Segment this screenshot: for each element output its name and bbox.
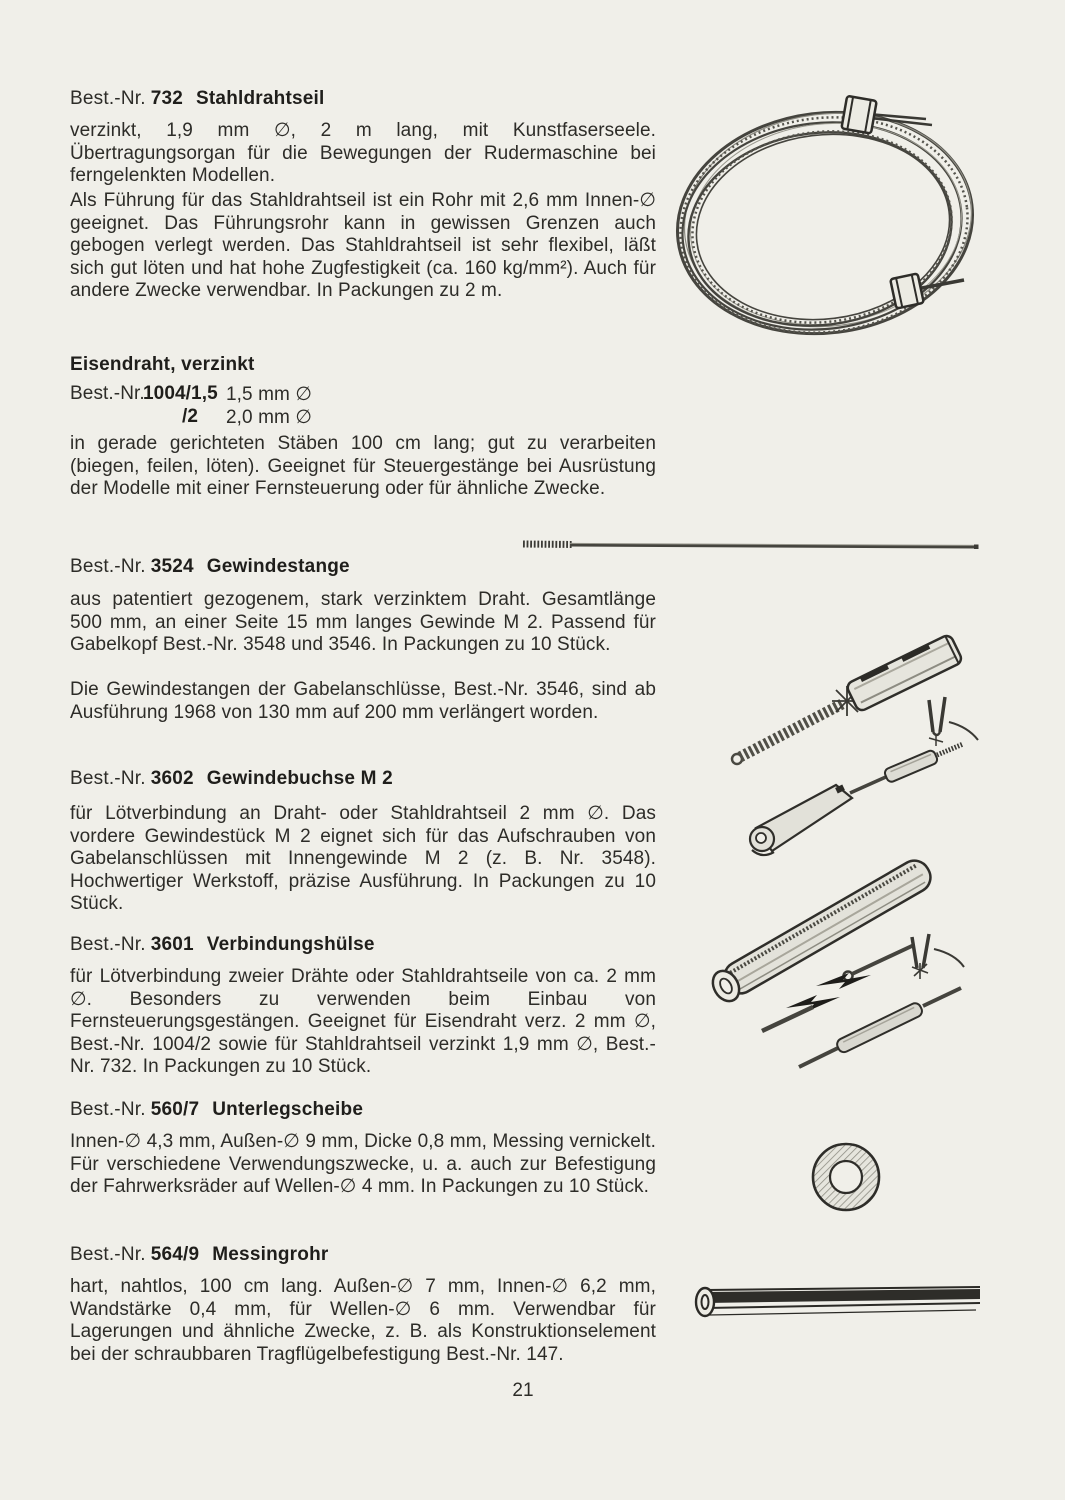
section-heading-stahldrahtseil xyxy=(70,88,324,110)
section-heading-messingrohr xyxy=(70,1244,328,1266)
section-heading-gewindebuchse xyxy=(70,768,393,790)
wire-size: 1,5 mm ∅ xyxy=(226,384,312,405)
product-title: Gewindestange xyxy=(206,556,350,577)
order-number-prefix: Best.-Nr. xyxy=(70,1244,146,1265)
wire-size: 2,0 mm ∅ xyxy=(226,407,312,428)
page-number: 21 xyxy=(512,1380,534,1401)
order-number: 1004/1,5 xyxy=(143,383,218,404)
paragraph: Innen-∅ 4,3 mm, Außen-∅ 9 mm, Dicke 0,8 mm, Messing vernickelt. Für verschiedene Verwendungszwecke, u. a. auch zur Befestigung der Fahrwerksräder auf Wellen-∅ 4 mm. In Packungen zu 10 Stück. xyxy=(70,1131,656,1197)
wire-clamp-top xyxy=(841,96,876,134)
wire-clamp-bottom xyxy=(890,273,924,308)
fork-end xyxy=(929,697,978,746)
order-number: 732 xyxy=(150,88,184,109)
paragraph: verzinkt, 1,9 mm ∅, 2 m lang, mit Kunstfaserseele. Übertragungsorgan für die Bewegungen der Rudermaschine bei ferngelenkten Modellen. xyxy=(70,120,656,186)
order-number-prefix: Best.-Nr. xyxy=(70,934,146,955)
order-number: 3524 xyxy=(150,556,194,577)
order-number-prefix: Best.-Nr. xyxy=(70,556,146,577)
wire-upper xyxy=(852,945,914,974)
section-heading-verbindungshuelse xyxy=(70,934,375,956)
cut-open-sleeve xyxy=(719,855,936,999)
order-number-prefix: Best.-Nr. xyxy=(70,383,145,404)
product-title: Eisendraht, verzinkt xyxy=(70,354,255,375)
product-title: Gewindebuchse M 2 xyxy=(206,768,393,789)
threaded-rod-illustration xyxy=(515,535,985,555)
product-title: Stahldrahtseil xyxy=(196,88,325,109)
order-number: 3601 xyxy=(150,934,194,955)
washer-illustration xyxy=(808,1139,884,1215)
product-title: Unterlegscheibe xyxy=(212,1099,364,1120)
paragraph: in gerade gerichteten Stäben 100 cm lang; gut zu verarbeiten (biegen, feilen, löten). Geeignet für Steuergestänge bei Ausrüstung der Modelle mit einer Fernsteuerung oder für ähnliche Zwecke. xyxy=(70,433,656,499)
product-title: Verbindungshülse xyxy=(206,934,375,955)
threaded-bushing-parts-illustration xyxy=(700,628,1020,878)
paragraph: für Lötverbindung zweier Drähte oder Stahldrahtseile von ca. 2 mm ∅. Besonders zu verwenden beim Einbau von Fernsteuerungsgestängen. Geeignet für Eisendraht verz. 2 mm ∅, Best.-Nr. 1004/2 sowie für Stahldrahtseil verzinkt 1,9 mm ∅, Best.-Nr. 732. In Packungen zu 10 Stück. xyxy=(70,966,656,1077)
paragraph: Die Gewindestangen der Gabelanschlüsse, Best.-Nr. 3546, sind ab Ausführung 1968 von 130 mm auf 200 mm verlängert worden. xyxy=(70,679,656,723)
wire-rope-coil-illustration xyxy=(660,85,1000,351)
order-number: 564/9 xyxy=(150,1244,200,1265)
order-number: /2 xyxy=(182,406,199,427)
section-heading-gewindestange xyxy=(70,556,350,578)
brass-tube-illustration xyxy=(690,1280,990,1325)
connector-sleeve-illustration xyxy=(700,855,1000,1090)
paragraph: hart, nahtlos, 100 cm lang. Außen-∅ 7 mm, Innen-∅ 6,2 mm, Wandstärke 0,4 mm, für Wellen-∅ 6 mm. Verwendbar für Lagerungen und ähnliche Zwecke, z. B. als Konstruktionselement bei der schraubbaren Tragflügelbefestigung Best.-Nr. 147. xyxy=(70,1276,656,1365)
section-heading-unterlegscheibe xyxy=(70,1099,363,1121)
coiled-rod xyxy=(740,704,842,757)
paragraph: Als Führung für das Stahldrahtseil ist ein Rohr mit 2,6 mm Innen-∅ geeignet. Das Führungsrohr kann in gewissen Grenzen auch gebogen verlegt werden. Das Stahldrahtseil ist sehr flexibel, läßt sich gut löten und hat hohe Zugfestigkeit (ca. 160 kg/mm²). Auch für andere Zwecke verwendbar. In Packungen zu 2 m. xyxy=(70,190,656,301)
order-number-prefix: Best.-Nr. xyxy=(70,88,146,109)
paragraph: aus patentiert gezogenem, stark verzinktem Draht. Gesamtlänge 500 mm, an einer Seite 15 mm langes Gewinde M 2. Passend für Gabelkopf Best.-Nr. 3548 und 3546. In Packungen zu 10 Stück. xyxy=(70,589,656,655)
order-number: 3602 xyxy=(150,768,194,789)
paragraph: für Lötverbindung an Draht- oder Stahldrahtseil 2 mm ∅. Das vordere Gewindestück M 2 eignet sich für das Aufschrauben von Gabelanschlüssen mit Innengewinde M 2 (z. B. Nr. 3548). Hochwertiger Werkstoff, präzise Ausführung. In Packungen zu 10 Stück. xyxy=(70,803,656,914)
threaded-bushing xyxy=(850,744,963,793)
arrow-right xyxy=(816,973,871,989)
product-title: Messingrohr xyxy=(212,1244,329,1265)
section-heading-eisendraht xyxy=(70,354,255,376)
joined-wires-sleeve xyxy=(799,988,961,1067)
order-number-prefix: Best.-Nr. xyxy=(70,1099,146,1120)
order-number-prefix: Best.-Nr. xyxy=(70,768,146,789)
order-number: 560/7 xyxy=(150,1099,200,1120)
clevis-fork xyxy=(750,785,852,856)
fork-end xyxy=(912,934,964,979)
wire-lower-left xyxy=(762,1007,813,1031)
